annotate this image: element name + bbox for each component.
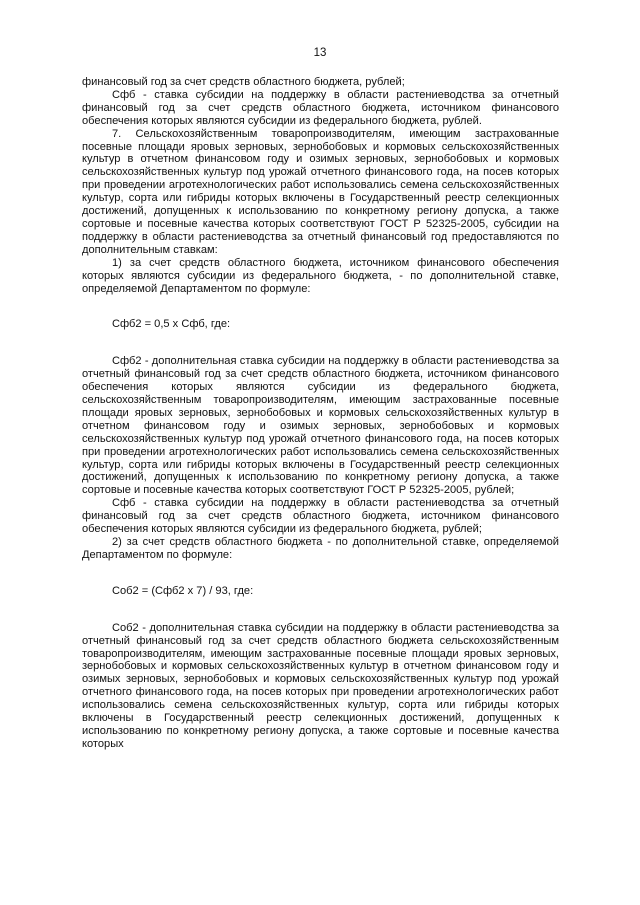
paragraph-sfb-definition-2: Сфб - ставка субсидии на поддержку в области растениеводства за отчетный финансовый год за счет средств областного бюджета, источником финансового обеспечения которых являются субсидии из федерального бюджета, рублей; (82, 497, 559, 536)
page-number: 13 (313, 47, 327, 59)
paragraph-sob2-definition: Соб2 - дополнительная ставка субсидии на поддержку в области растениеводства за отчетный финансовый год за счет средств областного бюджета сельскохозяйственным товаропроизводителям, имеющим застрахованные посевные площади яровых зерновых, зернобобовых и кормовых сельскохозяйственных культур в отчетном финансовом году и озимых зерновых, зернобобовых и кормовых сельскохозяйственных культур под урожай отчетного финансового года, на посев которых при проведении агротехнологических работ использовались семена сельскохозяйственных культур, сорта или гибриды которых включены в Государственный реестр селекционных достижений, допущенных к использованию по конкретному региону допуска, а также сортовые и посевные качества которых (82, 621, 559, 750)
formula-sfb2: Сфб2 = 0,5 х Сфб, где: (112, 318, 231, 331)
paragraph-sfb-definition: Сфб - ставка субсидии на поддержку в области растениеводства за отчетный финансовый год за счет средств областного бюджета, источником финансового обеспечения которых являются субсидии из федерального бюджета, рублей. (82, 88, 559, 127)
paragraph-subclause-2: 2) за счет средств областного бюджета - по дополнительной ставке, определяемой Департаментом по формуле: (82, 536, 559, 561)
document-body (82, 76, 559, 751)
paragraph-continuation: финансовый год за счет средств областного бюджета, рублей; (82, 76, 405, 88)
paragraph-subclause-1: 1) за счет средств областного бюджета, источником финансового обеспечения которых являются субсидии из федерального бюджета, - по дополнительной ставке, определяемой Департаментом по формуле: (82, 256, 559, 295)
paragraph-clause-7: 7. Сельскохозяйственным товаропроизводителям, имеющим застрахованные посевные площади яровых зерновых, зернобобовых и кормовых сельскохозяйственных культур в отчетном финансовом году и озимых зерновых, зернобобовых и кормовых сельскохозяйственных культур под урожай отчетного финансового года, на посев которых при проведении агротехнологических работ использовались семена сельскохозяйственных культур, сорта или гибриды которых включены в Государственный реестр селекционных достижений, допущенных к использованию по конкретному региону допуска, а также сортовые и посевные качества которых соответствуют ГОСТ Р 52325-2005, субсидии на поддержку в области растениеводства за отчетный финансовый год предоставляются по дополнительным ставкам: (82, 127, 559, 256)
formula-sob2: Соб2 = (Сфб2 х 7) / 93, где: (112, 584, 254, 597)
paragraph-sfb2-definition: Сфб2 - дополнительная ставка субсидии на поддержку в области растениеводства за отчетный финансовый год за счет средств областного бюджета, источником финансового обеспечения которых являются субсидии из федерального бюджета, сельскохозяйственным товаропроизводителям, имеющим застрахованные посевные площади яровых зерновых, зернобобовых и кормовых сельскохозяйственных культур в отчетном финансовом году и озимых зерновых, зернобобовых и кормовых сельскохозяйственных культур под урожай отчетного финансового года, на посев которых при проведении агротехнологических работ использовались семена сельскохозяйственных культур, сорта или гибриды которых включены в Государственный реестр селекционных достижений, допущенных к использованию по конкретному региону допуска, а также сортовые и посевные качества которых соответствуют ГОСТ Р 52325-2005, рублей; (82, 355, 559, 497)
